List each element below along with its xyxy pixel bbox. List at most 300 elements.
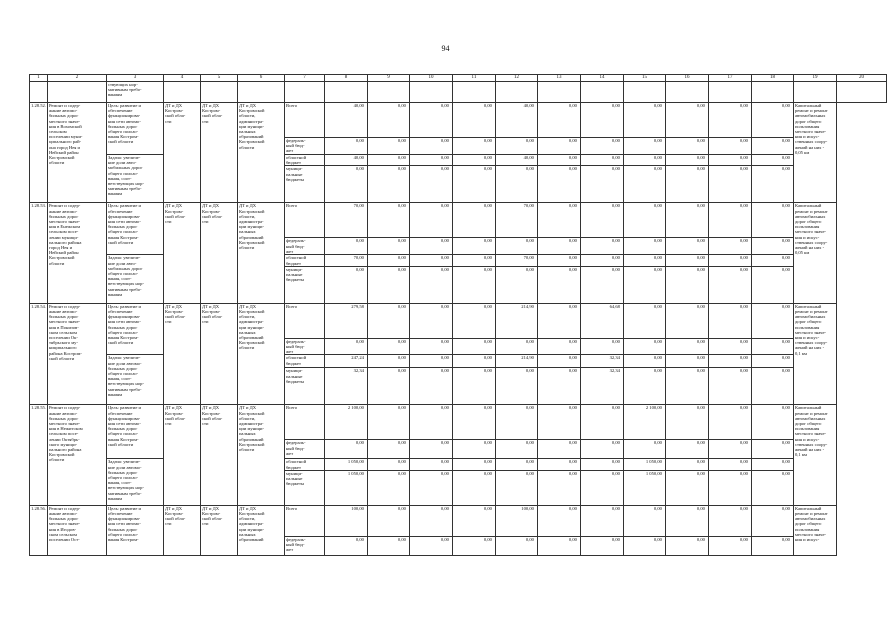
amount-cell: 0,00: [452, 238, 495, 255]
amount-cell: 0,00: [708, 368, 751, 405]
amount-cell: 2 100,00: [324, 405, 367, 440]
funding-source: областной бюджет: [284, 155, 324, 166]
amount-cell: 0,00: [537, 355, 580, 368]
empty-cell: [751, 82, 793, 103]
funding-source: федераль- ный бюд- жет: [284, 440, 324, 459]
amount-cell: 0,00: [495, 266, 537, 303]
executor-cell: ДТ и ДХ Костром- ской обла- сти: [163, 103, 200, 203]
amount-cell: 0,00: [537, 203, 580, 238]
amount-cell: 0,00: [367, 303, 409, 338]
column-number-header: 10: [409, 75, 452, 82]
expected-result: Капитальный ремонт и ремонт автомобильных дорог общего пользования местного значе- ния и искус- ственных соору- жений на них - 0,1 км: [793, 303, 836, 405]
amount-cell: 279,58: [324, 303, 367, 338]
amount-cell: 0,00: [324, 138, 367, 155]
amount-cell: 0,00: [537, 440, 580, 459]
table-row: [30, 355, 887, 368]
executor-cell: ДТ и ДХ Костром- ской обла- сти: [200, 103, 237, 203]
item-name: Ремонт и содер- жание автомо- бильных дорог местного значе- ния в Понизов- ском сельском поселении Ок- тябрьского му- ниципального района Костром- ской области: [47, 303, 106, 405]
amount-cell: 0,00: [623, 536, 665, 555]
executor-cell: ДТ и ДХ Костром- ской обла- сти: [200, 505, 237, 555]
expected-result: Капитальный ремонт и ремонт автомобильных дорог общего пользования местного значе- ния и искус-: [793, 505, 836, 555]
amount-cell: 0,00: [580, 536, 623, 555]
amount-cell: 0,00: [537, 505, 580, 536]
amount-cell: 0,00: [580, 470, 623, 505]
column-number-header: 11: [452, 75, 495, 82]
funding-source: федераль- ный бюд- жет: [284, 338, 324, 355]
column-number-header: 13: [537, 75, 580, 82]
amount-cell: 40,00: [495, 103, 537, 138]
amount-cell: 0,00: [580, 440, 623, 459]
amount-cell: 214,90: [495, 355, 537, 368]
amount-cell: 0,00: [324, 166, 367, 203]
table-row: [30, 203, 887, 238]
amount-cell: 0,00: [452, 266, 495, 303]
column-number-header: 15: [623, 75, 665, 82]
amount-cell: 0,00: [537, 166, 580, 203]
amount-cell: 0,00: [367, 505, 409, 536]
amount-cell: 100,00: [324, 505, 367, 536]
amount-cell: 0,00: [452, 255, 495, 266]
amount-cell: 0,00: [751, 155, 793, 166]
amount-cell: 0,00: [452, 536, 495, 555]
table-row: [30, 505, 887, 536]
amount-cell: 0,00: [665, 440, 708, 459]
expected-result: Капитальный ремонт и ремонт автомобильных дорог общего пользования местного значе- ния и искус- ственных соору- жений на них - 0,05 км: [793, 203, 836, 303]
empty-cell: [47, 82, 106, 103]
amount-cell: 0,00: [452, 368, 495, 405]
empty-cell: [580, 82, 623, 103]
amount-cell: 0,00: [452, 203, 495, 238]
amount-cell: 0,00: [495, 405, 537, 440]
amount-cell: 0,00: [409, 203, 452, 238]
amount-cell: 247,24: [324, 355, 367, 368]
amount-cell: 0,00: [537, 266, 580, 303]
amount-cell: 70,00: [495, 203, 537, 238]
amount-cell: 0,00: [367, 470, 409, 505]
amount-cell: 0,00: [708, 238, 751, 255]
amount-cell: 0,00: [751, 103, 793, 138]
empty-cell: [30, 82, 48, 103]
amount-cell: 0,00: [580, 138, 623, 155]
item-task: Задача: увеличе- ние доли автомо- бильных дорог общего пользо- вания, соот- ветствующих нор- мативным требо- ваниям: [106, 459, 163, 505]
amount-cell: 2 100,00: [623, 405, 665, 440]
amount-cell: 32,34: [324, 368, 367, 405]
amount-cell: 0,00: [409, 266, 452, 303]
amount-cell: 0,00: [751, 505, 793, 536]
column-number-header: 4: [163, 75, 200, 82]
amount-cell: 0,00: [537, 405, 580, 440]
amount-cell: 0,00: [665, 303, 708, 338]
amount-cell: 0,00: [537, 155, 580, 166]
amount-cell: 0,00: [665, 103, 708, 138]
executor-cell: ДТ и ДХ Костром- ской обла- сти: [200, 303, 237, 405]
amount-cell: 0,00: [708, 470, 751, 505]
amount-cell: 0,00: [324, 536, 367, 555]
column-number-header: 17: [708, 75, 751, 82]
amount-cell: 0,00: [708, 203, 751, 238]
amount-cell: 0,00: [452, 303, 495, 338]
executor-cell: ДТ и ДХ Костром- ской обла- сти: [163, 303, 200, 405]
amount-cell: 0,00: [409, 440, 452, 459]
empty-cell: [409, 82, 452, 103]
amount-cell: 0,00: [324, 238, 367, 255]
amount-cell: 0,00: [751, 338, 793, 355]
table-row: [30, 103, 887, 138]
amount-cell: 0,00: [665, 405, 708, 440]
funding-source: областной бюджет: [284, 255, 324, 266]
amount-cell: 0,00: [708, 459, 751, 470]
item-name: Ремонт и содер- жание автомо- бильных дорог местного значе- ния в Игодов- ском сельском поселении Ост-: [47, 505, 106, 555]
amount-cell: 0,00: [537, 470, 580, 505]
amount-cell: 0,00: [623, 255, 665, 266]
amount-cell: 0,00: [409, 470, 452, 505]
executor-cell: ДТ и ДХ Костром- ской обла- сти: [163, 405, 200, 505]
column-number-header: 20: [836, 75, 886, 82]
column-number-header: 9: [367, 75, 409, 82]
item-goal: Цель: развитие и обеспечение функционирова- ния сети автомо- бильных дорог общего пользо- вания Костром-: [106, 505, 163, 555]
amount-cell: 0,00: [367, 338, 409, 355]
amount-cell: 0,00: [452, 166, 495, 203]
amount-cell: 0,00: [537, 368, 580, 405]
empty-cell: [708, 82, 751, 103]
funding-source: областной бюджет: [284, 355, 324, 368]
amount-cell: 0,00: [367, 266, 409, 303]
amount-cell: 0,00: [665, 536, 708, 555]
amount-cell: 0,00: [708, 505, 751, 536]
empty-cell: [836, 82, 886, 103]
table-row: [30, 255, 887, 266]
amount-cell: 0,00: [665, 470, 708, 505]
amount-cell: 70,00: [324, 255, 367, 266]
amount-cell: 0,00: [367, 238, 409, 255]
amount-cell: 0,00: [537, 536, 580, 555]
table-row: [30, 155, 887, 166]
amount-cell: 0,00: [367, 166, 409, 203]
column-number-header: 18: [751, 75, 793, 82]
amount-cell: 40,00: [495, 155, 537, 166]
empty-cell: [665, 82, 708, 103]
item-goal: Цель: развитие и обеспечение функционирова- ния сети автомо- бильных дорог общего пользо- вания Костром- ской области: [106, 103, 163, 155]
amount-cell: 0,00: [665, 203, 708, 238]
amount-cell: 0,00: [580, 238, 623, 255]
amount-cell: 0,00: [537, 338, 580, 355]
column-number-header: 1: [30, 75, 48, 82]
empty-cell: [200, 82, 237, 103]
amount-cell: 0,00: [452, 355, 495, 368]
funding-source: Всего: [284, 203, 324, 238]
amount-cell: 0,00: [367, 155, 409, 166]
amount-cell: 0,00: [537, 138, 580, 155]
amount-cell: 0,00: [623, 155, 665, 166]
amount-cell: 0,00: [537, 303, 580, 338]
item-number: 1.28.53.: [30, 203, 48, 303]
amount-cell: 0,00: [367, 405, 409, 440]
page-number: 94: [441, 44, 450, 53]
amount-cell: 0,00: [708, 440, 751, 459]
amount-cell: 0,00: [409, 355, 452, 368]
amount-cell: 100,00: [495, 505, 537, 536]
amount-cell: 0,00: [367, 459, 409, 470]
amount-cell: 0,00: [665, 368, 708, 405]
amount-cell: 0,00: [409, 536, 452, 555]
amount-cell: 0,00: [495, 166, 537, 203]
amount-cell: 0,00: [367, 368, 409, 405]
amount-cell: 0,00: [665, 505, 708, 536]
carry-over-text: ствующих нор- мативным требо- ваниям: [106, 82, 163, 103]
amount-cell: 0,00: [495, 238, 537, 255]
empty-cell: [537, 82, 580, 103]
table-row: [30, 459, 887, 470]
amount-cell: 0,00: [623, 238, 665, 255]
empty-cell: [452, 82, 495, 103]
column-number-header: 12: [495, 75, 537, 82]
amount-cell: 0,00: [708, 405, 751, 440]
amount-cell: 0,00: [708, 138, 751, 155]
amount-cell: 0,00: [751, 440, 793, 459]
empty-cell: [163, 82, 200, 103]
amount-cell: 0,00: [751, 166, 793, 203]
amount-cell: 0,00: [452, 505, 495, 536]
column-number-header: 14: [580, 75, 623, 82]
amount-cell: 0,00: [367, 440, 409, 459]
amount-cell: 0,00: [409, 238, 452, 255]
amount-cell: 0,00: [623, 505, 665, 536]
amount-cell: 0,00: [537, 459, 580, 470]
amount-cell: 0,00: [537, 103, 580, 138]
amount-cell: 0,00: [324, 266, 367, 303]
amount-cell: 0,00: [580, 166, 623, 203]
funding-source: федераль- ный бюд- жет: [284, 238, 324, 255]
amount-cell: 0,00: [708, 255, 751, 266]
funding-source: федераль- ный бюд- жет: [284, 138, 324, 155]
amount-cell: 0,00: [367, 138, 409, 155]
amount-cell: 0,00: [751, 303, 793, 338]
amount-cell: 0,00: [708, 166, 751, 203]
column-number-header: 19: [793, 75, 836, 82]
executor-cell: ДТ и ДХ Костромской области, администра- ции муници- пальных образований Костромской области: [237, 303, 284, 405]
empty-cell: [495, 82, 537, 103]
amount-cell: 0,00: [623, 166, 665, 203]
amount-cell: 0,00: [751, 470, 793, 505]
executor-cell: ДТ и ДХ Костромской области, администра- ции муници- пальных образований Костромской области: [237, 405, 284, 505]
amount-cell: 40,00: [324, 155, 367, 166]
amount-cell: 1 050,00: [324, 470, 367, 505]
amount-cell: 0,00: [409, 405, 452, 440]
item-task: Задача: увеличе- ние доли авто- мобильных дорог общего пользо- вания, соот- ветствующих нор- мативным требо- ваниям: [106, 155, 163, 203]
amount-cell: 0,00: [452, 103, 495, 138]
amount-cell: 70,00: [324, 203, 367, 238]
amount-cell: 0,00: [452, 338, 495, 355]
column-number-header: 6: [237, 75, 284, 82]
empty-cell: [367, 82, 409, 103]
amount-cell: 0,00: [751, 238, 793, 255]
amount-cell: 0,00: [495, 470, 537, 505]
funding-source: Всего: [284, 405, 324, 440]
amount-cell: 0,00: [665, 266, 708, 303]
amount-cell: 0,00: [367, 536, 409, 555]
amount-cell: 0,00: [708, 266, 751, 303]
amount-cell: 1 050,00: [623, 459, 665, 470]
amount-cell: 0,00: [452, 440, 495, 459]
amount-cell: 0,00: [708, 155, 751, 166]
amount-cell: 214,90: [495, 303, 537, 338]
amount-cell: 0,00: [580, 255, 623, 266]
item-goal: Цель: развитие и обеспечение функционирова- ния сети автомо- бильных дорог общего пользо- вания Костром- ской области: [106, 203, 163, 255]
amount-cell: 0,00: [623, 203, 665, 238]
amount-cell: 0,00: [580, 103, 623, 138]
executor-cell: ДТ и ДХ Костром- ской обла- сти: [163, 505, 200, 555]
amount-cell: 0,00: [751, 266, 793, 303]
amount-cell: 0,00: [409, 138, 452, 155]
amount-cell: 0,00: [623, 355, 665, 368]
amount-cell: 0,00: [452, 470, 495, 505]
amount-cell: 0,00: [452, 138, 495, 155]
amount-cell: 0,00: [409, 166, 452, 203]
amount-cell: 0,00: [367, 203, 409, 238]
amount-cell: 0,00: [452, 405, 495, 440]
amount-cell: 0,00: [495, 338, 537, 355]
amount-cell: 0,00: [324, 338, 367, 355]
item-name: Ремонт и содер- жание автомо- бильных дорог местного значе- ния в Вохомской сельском поселении муни- ципального рай- она город Нея и Нейский район Костромской области: [47, 103, 106, 203]
amount-cell: 0,00: [623, 103, 665, 138]
amount-cell: 0,00: [537, 238, 580, 255]
amount-cell: 0,00: [751, 255, 793, 266]
funding-source: муници- пальные бюджеты: [284, 368, 324, 405]
program-table: [29, 74, 887, 556]
funding-source: Всего: [284, 505, 324, 536]
amount-cell: 0,00: [708, 355, 751, 368]
funding-source: муници- пальные бюджеты: [284, 166, 324, 203]
empty-cell: [324, 82, 367, 103]
amount-cell: 0,00: [751, 138, 793, 155]
amount-cell: 0,00: [751, 355, 793, 368]
empty-cell: [793, 82, 836, 103]
funding-source: Всего: [284, 303, 324, 338]
executor-cell: ДТ и ДХ Костром- ской обла- сти: [200, 203, 237, 303]
amount-cell: 0,00: [495, 536, 537, 555]
amount-cell: 1 050,00: [324, 459, 367, 470]
amount-cell: 0,00: [708, 338, 751, 355]
item-number: 1.28.54.: [30, 303, 48, 405]
amount-cell: 0,00: [324, 440, 367, 459]
amount-cell: 0,00: [367, 103, 409, 138]
amount-cell: 0,00: [751, 405, 793, 440]
item-task: Задача: увеличе- ние доли авто- мобильных дорог общего пользо- вания, соот- ветствующих нор- мативным требо- ваниям: [106, 255, 163, 303]
amount-cell: 0,00: [665, 338, 708, 355]
expected-result: Капитальный ремонт и ремонт автомобильных дорог общего пользования местного значе- ния и искус- ственных соору- жений на них - 0,05 км: [793, 103, 836, 203]
column-number-header: 16: [665, 75, 708, 82]
amount-cell: 0,00: [665, 138, 708, 155]
amount-cell: 40,00: [324, 103, 367, 138]
amount-cell: 0,00: [665, 459, 708, 470]
item-number: 1.28.56.: [30, 505, 48, 555]
item-goal: Цель: развитие и обеспечение функционирова- ния сети автомо- бильных дорог общего пользо- вания Костром- ской области: [106, 405, 163, 459]
amount-cell: 0,00: [409, 255, 452, 266]
item-name: Ремонт и содер- жание автомо- бильных дорог местного значе- ния в Нежитском сельском посе- лении Октябрь- ского муници- пального района Костромской области: [47, 405, 106, 505]
amount-cell: 0,00: [580, 338, 623, 355]
empty-cell: [623, 82, 665, 103]
amount-cell: 1 050,00: [623, 470, 665, 505]
table-row: [30, 405, 887, 440]
amount-cell: 0,00: [665, 238, 708, 255]
funding-source: муници- пальные бюджеты: [284, 266, 324, 303]
amount-cell: 0,00: [580, 155, 623, 166]
amount-cell: 0,00: [409, 338, 452, 355]
amount-cell: 0,00: [409, 459, 452, 470]
executor-cell: ДТ и ДХ Костром- ской обла- сти: [163, 203, 200, 303]
carry-over-row: [30, 82, 887, 103]
amount-cell: 0,00: [580, 266, 623, 303]
amount-cell: 0,00: [452, 155, 495, 166]
amount-cell: 0,00: [623, 338, 665, 355]
empty-cell: [284, 82, 324, 103]
executor-cell: ДТ и ДХ Костромской области, администра- ции муници- пальных образований: [237, 505, 284, 555]
column-number-header: 8: [324, 75, 367, 82]
amount-cell: 0,00: [665, 255, 708, 266]
amount-cell: 0,00: [367, 255, 409, 266]
expected-result: Капитальный ремонт и ремонт автомобильных дорог общего пользования местного значе- ния и искус- ственных соору- жений на них - 0,1 км: [793, 405, 836, 505]
amount-cell: 0,00: [495, 459, 537, 470]
executor-cell: ДТ и ДХ Костром- ской обла- сти: [200, 405, 237, 505]
amount-cell: 0,00: [751, 203, 793, 238]
amount-cell: 0,00: [409, 103, 452, 138]
amount-cell: 0,00: [665, 155, 708, 166]
amount-cell: 0,00: [580, 203, 623, 238]
amount-cell: 0,00: [708, 536, 751, 555]
amount-cell: 0,00: [409, 155, 452, 166]
column-number-header: 5: [200, 75, 237, 82]
amount-cell: 0,00: [665, 355, 708, 368]
executor-cell: ДТ и ДХ Костромской области, администра- ции муници- пальных образований Костромской области: [237, 103, 284, 203]
amount-cell: 32,34: [580, 368, 623, 405]
amount-cell: 70,00: [495, 255, 537, 266]
amount-cell: 0,00: [580, 459, 623, 470]
amount-cell: 0,00: [751, 459, 793, 470]
amount-cell: 64,68: [580, 303, 623, 338]
item-name: Ремонт и содер- жание автомо- бильных дорог местного значе- ния в Енежском сельском посе- лении муници- пального района город Нея и Нейский район Костромской области: [47, 203, 106, 303]
amount-cell: 0,00: [580, 505, 623, 536]
item-number: 1.28.52.: [30, 103, 48, 203]
executor-cell: ДТ и ДХ Костромской области, администра- ции муници- пальных образований Костромской области: [237, 203, 284, 303]
funding-source: федераль- ный бюд- жет: [284, 536, 324, 555]
amount-cell: 0,00: [708, 303, 751, 338]
amount-cell: 0,00: [367, 355, 409, 368]
column-number-header: 2: [47, 75, 106, 82]
amount-cell: 0,00: [580, 405, 623, 440]
amount-cell: 0,00: [623, 303, 665, 338]
amount-cell: 0,00: [537, 255, 580, 266]
funding-source: областной бюджет: [284, 459, 324, 470]
amount-cell: 0,00: [623, 368, 665, 405]
amount-cell: 0,00: [623, 266, 665, 303]
table-row: [30, 303, 887, 338]
column-number-header: 7: [284, 75, 324, 82]
amount-cell: 0,00: [623, 138, 665, 155]
column-number-header: 3: [106, 75, 163, 82]
amount-cell: 0,00: [409, 368, 452, 405]
amount-cell: 0,00: [409, 505, 452, 536]
amount-cell: 0,00: [751, 368, 793, 405]
item-task: Задача: увеличе- ние доли автомо- бильных дорог общего пользо- вания, соот- ветствующих нор- мативным требо- ваниям: [106, 355, 163, 405]
amount-cell: 32,34: [580, 355, 623, 368]
empty-cell: [237, 82, 284, 103]
amount-cell: 0,00: [623, 440, 665, 459]
amount-cell: 0,00: [409, 303, 452, 338]
amount-cell: 0,00: [751, 536, 793, 555]
item-number: 1.28.55.: [30, 405, 48, 505]
amount-cell: 0,00: [495, 440, 537, 459]
item-goal: Цель: развитие и обеспечение функционирова- ния сети автомо- бильных дорог общего пользо- вания Костром- ской области: [106, 303, 163, 355]
